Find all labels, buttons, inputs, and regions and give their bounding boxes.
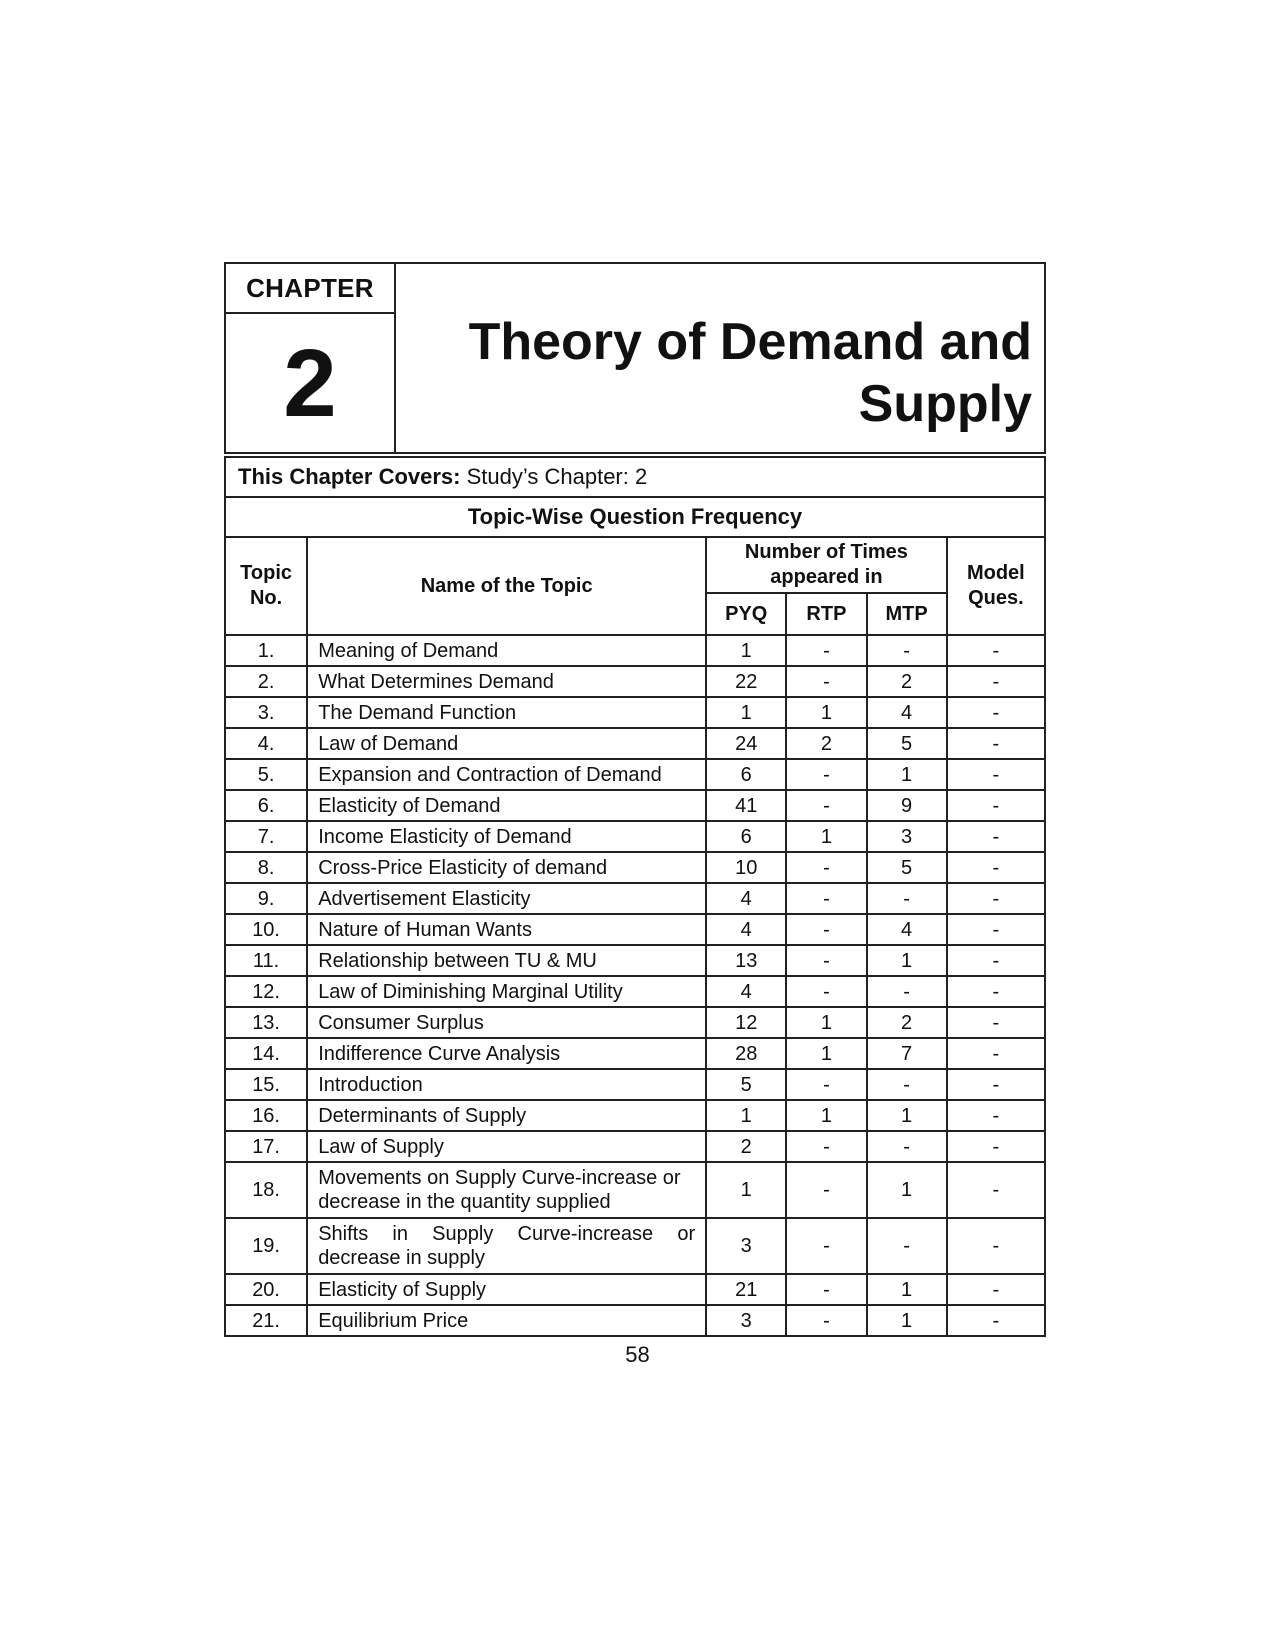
table-row — [225, 1069, 1045, 1100]
mtp-count-cell: 1 — [867, 1305, 947, 1336]
model-ques-cell: - — [947, 759, 1045, 790]
header-topic-name: Name of the Topic — [307, 537, 706, 635]
model-ques-cell: - — [947, 945, 1045, 976]
pyq-count-cell: 6 — [706, 821, 786, 852]
topic-name-cell: Elasticity of Demand — [307, 790, 706, 821]
model-ques-cell: - — [947, 666, 1045, 697]
topic-name-cell: Nature of Human Wants — [307, 914, 706, 945]
rtp-count-cell: 1 — [786, 697, 866, 728]
model-ques-cell: - — [947, 821, 1045, 852]
topic-number-cell: 15. — [225, 1069, 307, 1100]
table-row — [225, 1100, 1045, 1131]
topic-number-cell: 10. — [225, 914, 307, 945]
header-model-ques: Model Ques. — [947, 537, 1045, 635]
rtp-count-cell: - — [786, 1131, 866, 1162]
table-row — [225, 914, 1045, 945]
table-row — [225, 1305, 1045, 1336]
pyq-count-cell: 3 — [706, 1218, 786, 1274]
rtp-count-cell: - — [786, 759, 866, 790]
mtp-count-cell: 3 — [867, 821, 947, 852]
rtp-count-cell: 1 — [786, 1007, 866, 1038]
table-row — [225, 759, 1045, 790]
table-row — [225, 790, 1045, 821]
mtp-count-cell: 4 — [867, 914, 947, 945]
chapter-title-line-2: Supply — [858, 375, 1032, 433]
pyq-count-cell: 1 — [706, 635, 786, 666]
mtp-count-cell: - — [867, 1069, 947, 1100]
mtp-count-cell: - — [867, 1131, 947, 1162]
topic-number-cell: 4. — [225, 728, 307, 759]
model-ques-cell: - — [947, 976, 1045, 1007]
mtp-count-cell: 1 — [867, 1274, 947, 1305]
mtp-count-cell: 2 — [867, 1007, 947, 1038]
table-row — [225, 883, 1045, 914]
chapter-covers — [225, 457, 1045, 497]
table-row — [225, 1038, 1045, 1069]
model-ques-cell: - — [947, 1162, 1045, 1218]
pyq-count-cell: 12 — [706, 1007, 786, 1038]
topic-number-cell: 14. — [225, 1038, 307, 1069]
mtp-count-cell: 5 — [867, 728, 947, 759]
mtp-count-cell: 4 — [867, 697, 947, 728]
rtp-count-cell: - — [786, 1162, 866, 1218]
page-number: 58 — [625, 1342, 650, 1367]
model-ques-cell: - — [947, 1038, 1045, 1069]
pyq-count-cell: 1 — [706, 697, 786, 728]
chapter-number: 2 — [226, 314, 396, 454]
rtp-count-cell: - — [786, 914, 866, 945]
rtp-count-cell: - — [786, 1305, 866, 1336]
mtp-count-cell: 7 — [867, 1038, 947, 1069]
header-pyq: PYQ — [706, 593, 786, 635]
rtp-count-cell: 2 — [786, 728, 866, 759]
table-row — [225, 1131, 1045, 1162]
mtp-count-cell: 1 — [867, 1100, 947, 1131]
pyq-count-cell: 1 — [706, 1100, 786, 1131]
pyq-count-cell: 3 — [706, 1305, 786, 1336]
pyq-count-cell: 41 — [706, 790, 786, 821]
chapter-page — [224, 262, 1046, 1337]
topic-name-cell: Indifference Curve Analysis — [307, 1038, 706, 1069]
rtp-count-cell: - — [786, 635, 866, 666]
table-row — [225, 852, 1045, 883]
rtp-count-cell: - — [786, 666, 866, 697]
table-row — [225, 697, 1045, 728]
header-topic-no: Topic No. — [225, 537, 307, 635]
rtp-count-cell: 1 — [786, 821, 866, 852]
topic-number-cell: 13. — [225, 1007, 307, 1038]
pyq-count-cell: 5 — [706, 1069, 786, 1100]
table-row — [225, 728, 1045, 759]
pyq-count-cell: 24 — [706, 728, 786, 759]
topic-number-cell: 1. — [225, 635, 307, 666]
model-ques-cell: - — [947, 883, 1045, 914]
covers-label: This Chapter Covers: — [238, 464, 461, 489]
topic-number-cell: 7. — [225, 821, 307, 852]
chapter-title-line-1: Theory of Demand and — [468, 313, 1032, 371]
rtp-count-cell: - — [786, 790, 866, 821]
model-ques-cell: - — [947, 1131, 1045, 1162]
topic-number-cell: 11. — [225, 945, 307, 976]
model-ques-cell: - — [947, 1305, 1045, 1336]
topic-name-cell: Law of Demand — [307, 728, 706, 759]
rtp-count-cell: - — [786, 945, 866, 976]
model-ques-cell: - — [947, 728, 1045, 759]
topic-name-cell: Expansion and Contraction of Demand — [307, 759, 706, 790]
topic-number-cell: 3. — [225, 697, 307, 728]
table-row — [225, 1162, 1045, 1218]
model-ques-cell: - — [947, 1069, 1045, 1100]
topic-name-cell: The Demand Function — [307, 697, 706, 728]
header-mtp: MTP — [867, 593, 947, 635]
model-ques-cell: - — [947, 635, 1045, 666]
topic-name-cell: Movements on Supply Curve-increase or decrease in the quantity supplied — [307, 1162, 706, 1218]
mtp-count-cell: - — [867, 883, 947, 914]
topic-name-cell: Shifts in Supply Curve-increase or decrease in supply — [307, 1218, 706, 1274]
table-row — [225, 1274, 1045, 1305]
topic-number-cell: 18. — [225, 1162, 307, 1218]
rtp-count-cell: - — [786, 976, 866, 1007]
pyq-count-cell: 6 — [706, 759, 786, 790]
topic-name-cell: Equilibrium Price — [307, 1305, 706, 1336]
topic-number-cell: 2. — [225, 666, 307, 697]
model-ques-cell: - — [947, 1100, 1045, 1131]
mtp-count-cell: 9 — [867, 790, 947, 821]
topic-name-cell: Law of Supply — [307, 1131, 706, 1162]
pyq-count-cell: 13 — [706, 945, 786, 976]
table-row — [225, 821, 1045, 852]
table-row — [225, 1007, 1045, 1038]
topic-number-cell: 21. — [225, 1305, 307, 1336]
topic-name-cell: Advertisement Elasticity — [307, 883, 706, 914]
topic-frequency-table — [224, 456, 1046, 1337]
chapter-header — [224, 262, 1046, 454]
topic-name-cell: Cross-Price Elasticity of demand — [307, 852, 706, 883]
topic-number-cell: 8. — [225, 852, 307, 883]
topic-name-cell: Consumer Surplus — [307, 1007, 706, 1038]
pyq-count-cell: 28 — [706, 1038, 786, 1069]
mtp-count-cell: 1 — [867, 759, 947, 790]
model-ques-cell: - — [947, 1218, 1045, 1274]
pyq-count-cell: 10 — [706, 852, 786, 883]
header-rtp: RTP — [786, 593, 866, 635]
topic-number-cell: 12. — [225, 976, 307, 1007]
mtp-count-cell: 2 — [867, 666, 947, 697]
header-times-appeared: Number of Times appeared in — [706, 537, 947, 593]
topic-number-cell: 17. — [225, 1131, 307, 1162]
model-ques-cell: - — [947, 1274, 1045, 1305]
mtp-count-cell: - — [867, 976, 947, 1007]
rtp-count-cell: - — [786, 883, 866, 914]
topic-number-cell: 5. — [225, 759, 307, 790]
mtp-count-cell: 1 — [867, 1162, 947, 1218]
topic-name-cell: Meaning of Demand — [307, 635, 706, 666]
pyq-count-cell: 4 — [706, 914, 786, 945]
pyq-count-cell: 1 — [706, 1162, 786, 1218]
table-row — [225, 1218, 1045, 1274]
mtp-count-cell: 5 — [867, 852, 947, 883]
topic-number-cell: 9. — [225, 883, 307, 914]
rtp-count-cell: - — [786, 1274, 866, 1305]
pyq-count-cell: 21 — [706, 1274, 786, 1305]
model-ques-cell: - — [947, 914, 1045, 945]
topic-name-cell: What Determines Demand — [307, 666, 706, 697]
pyq-count-cell: 4 — [706, 976, 786, 1007]
topic-number-cell: 16. — [225, 1100, 307, 1131]
rtp-count-cell: - — [786, 1218, 866, 1274]
table-title: Topic-Wise Question Frequency — [225, 497, 1045, 537]
rtp-count-cell: - — [786, 852, 866, 883]
topic-name-cell: Relationship between TU & MU — [307, 945, 706, 976]
model-ques-cell: - — [947, 790, 1045, 821]
mtp-count-cell: - — [867, 635, 947, 666]
topic-name-cell: Income Elasticity of Demand — [307, 821, 706, 852]
chapter-title — [396, 292, 1044, 454]
pyq-count-cell: 4 — [706, 883, 786, 914]
model-ques-cell: - — [947, 1007, 1045, 1038]
table-row — [225, 976, 1045, 1007]
topic-number-cell: 20. — [225, 1274, 307, 1305]
topic-name-cell: Introduction — [307, 1069, 706, 1100]
model-ques-cell: - — [947, 852, 1045, 883]
topic-name-cell: Determinants of Supply — [307, 1100, 706, 1131]
covers-text: Study’s Chapter: 2 — [466, 464, 648, 489]
topic-number-cell: 6. — [225, 790, 307, 821]
mtp-count-cell: - — [867, 1218, 947, 1274]
pyq-count-cell: 2 — [706, 1131, 786, 1162]
table-row — [225, 666, 1045, 697]
rtp-count-cell: - — [786, 1069, 866, 1100]
table-row — [225, 945, 1045, 976]
rtp-count-cell: 1 — [786, 1100, 866, 1131]
topic-name-cell: Elasticity of Supply — [307, 1274, 706, 1305]
pyq-count-cell: 22 — [706, 666, 786, 697]
topic-name-cell: Law of Diminishing Marginal Utility — [307, 976, 706, 1007]
table-row — [225, 635, 1045, 666]
model-ques-cell: - — [947, 697, 1045, 728]
chapter-label: CHAPTER — [226, 264, 396, 314]
rtp-count-cell: 1 — [786, 1038, 866, 1069]
mtp-count-cell: 1 — [867, 945, 947, 976]
topic-number-cell: 19. — [225, 1218, 307, 1274]
